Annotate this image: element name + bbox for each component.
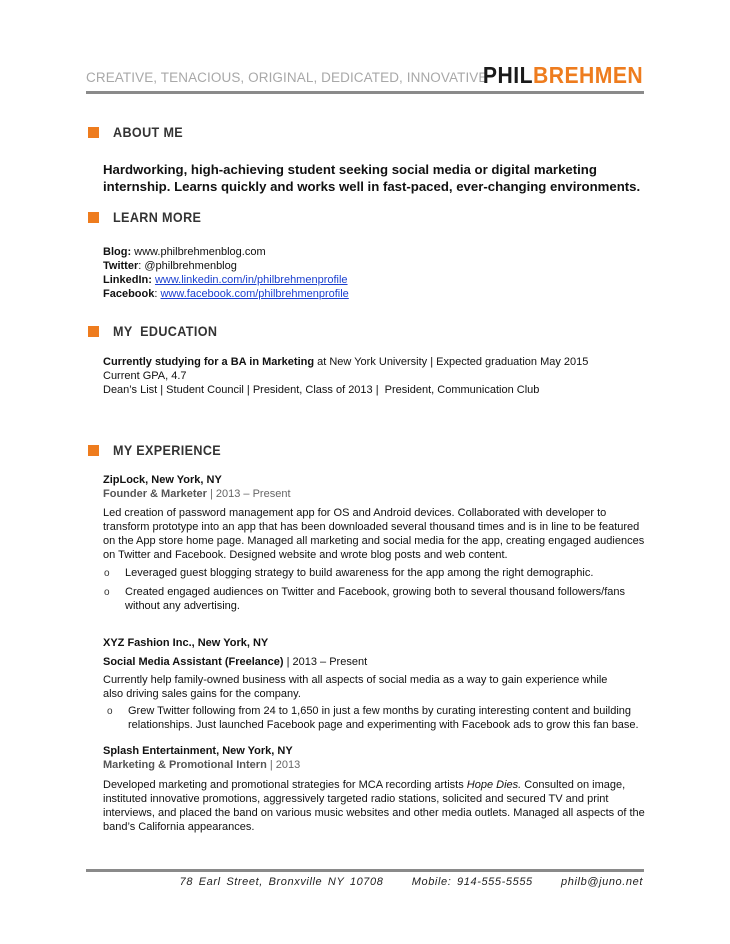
twitter-label: Twitter xyxy=(103,260,139,272)
name-first: PHIL xyxy=(482,62,533,88)
job-bullet: Grew Twitter following from 24 to 1,650 in just a few months by curating interesting content and building relationships. Just launched Facebook page and experimenting with Facebook ads to grow this fan base. xyxy=(128,705,639,731)
footer-email[interactable]: philb@juno.net xyxy=(561,876,643,888)
job-role-line xyxy=(103,656,367,668)
bullet-icon: o xyxy=(104,587,110,598)
job-company: Splash Entertainment, New York, NY xyxy=(103,745,293,757)
footer-rule xyxy=(86,869,644,872)
facebook-label: Facebook xyxy=(103,288,155,300)
job-description: Currently help family-owned business with all aspects of social media as a way to gain experience while also driving sales gains for the company. xyxy=(103,674,608,700)
degree-details: at New York University | Expected graduation May 2015 xyxy=(314,356,589,368)
facebook-sep: : xyxy=(154,288,161,300)
blog-url: www.philbrehmenblog.com xyxy=(131,246,266,258)
facebook-link[interactable]: www.facebook.com/philbrehmenprofile xyxy=(160,288,349,300)
section-title-education: MY EDUCATION xyxy=(113,323,218,339)
candidate-name xyxy=(483,62,643,89)
name-last: BREHMEN xyxy=(532,62,643,88)
job-desc-pre: Developed marketing and promotional strategies for MCA recording artists xyxy=(103,779,467,791)
job-desc-post: Consulted on image, instituted innovative promotions, aggressively targeted radio stations, solicited and secured TV and print interviews, and placed the band on various music websites and other media outlets. Managed all aspects of the band’s California appearances. xyxy=(103,779,645,833)
job-bullet: Leveraged guest blogging strategy to build awareness for the app among the right demographic. xyxy=(125,567,594,579)
job-bullet: Created engaged audiences on Twitter and Facebook, growing both to several thousand followers/fans without any advertising. xyxy=(125,586,626,612)
tagline: CREATIVE, TENACIOUS, ORIGINAL, DEDICATED, INNOVATIVE xyxy=(86,70,488,85)
section-marker-icon xyxy=(88,212,99,223)
blog-line xyxy=(103,245,266,259)
job-years: | 2013 – Present xyxy=(206,488,291,500)
job-role-line xyxy=(103,488,291,500)
footer-mobile: Mobile: 914-555-5555 xyxy=(411,876,533,888)
section-marker-icon xyxy=(88,127,99,138)
about-text: Hardworking, high-achieving student seeking social media or digital marketing internship. Learns quickly and works well in fast-paced, ever-changing environments. xyxy=(103,162,641,194)
job-role: Marketing & Promotional Intern xyxy=(103,759,267,771)
linkedin-link[interactable]: www.linkedin.com/in/philbrehmenprofile xyxy=(154,274,348,286)
education-gpa: Current GPA, 4.7 xyxy=(103,370,187,382)
bullet-icon: o xyxy=(107,706,113,717)
section-marker-icon xyxy=(88,326,99,337)
education-honors: Dean’s List | Student Council | President, Class of 2013 | President, Communication Club xyxy=(103,384,540,396)
job-role-line xyxy=(103,759,300,771)
twitter-line xyxy=(103,259,237,273)
job-description: Led creation of password management app for OS and Android devices. Collaborated with developer to transform prototype into an app that has been downloaded several thousand times and is in line to be featured on the App store home page. Managed all marketing and social media for the app, creating engaged audiences on Twitter and Facebook. Designed website and wrote blog posts and web content. xyxy=(103,507,645,561)
footer-address: 78 Earl Street, Bronxville NY 10708 xyxy=(179,876,384,888)
job-role: Social Media Assistant (Freelance) xyxy=(103,656,284,668)
section-marker-icon xyxy=(88,445,99,456)
education-degree-line xyxy=(103,355,588,369)
job-years: | 2013 xyxy=(266,759,301,771)
linkedin-label: LinkedIn: xyxy=(103,274,152,286)
section-title-experience: MY EXPERIENCE xyxy=(113,442,222,458)
header-rule xyxy=(86,91,644,94)
job-company: XYZ Fashion Inc., New York, NY xyxy=(103,637,269,649)
section-title-learn-more: LEARN MORE xyxy=(113,209,202,225)
job-years: | 2013 – Present xyxy=(283,656,368,668)
degree: Currently studying for a BA in Marketing xyxy=(103,356,315,368)
job-company: ZipLock, New York, NY xyxy=(103,474,222,486)
blog-label: Blog: xyxy=(103,246,132,258)
linkedin-line xyxy=(103,273,348,287)
bullet-icon: o xyxy=(104,568,110,579)
section-title-about: ABOUT ME xyxy=(113,124,184,140)
artist-name: Hope Dies. xyxy=(466,779,522,791)
facebook-line xyxy=(103,287,349,301)
job-role: Founder & Marketer xyxy=(103,488,207,500)
twitter-handle: : @philbrehmenblog xyxy=(138,260,237,272)
footer-contact xyxy=(180,876,643,888)
job-description xyxy=(103,778,648,834)
